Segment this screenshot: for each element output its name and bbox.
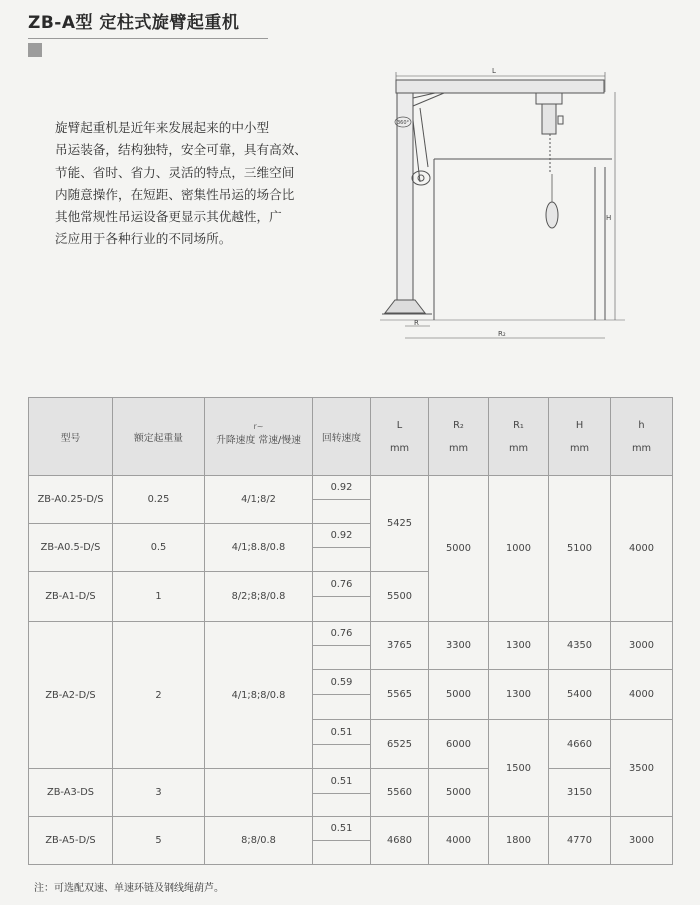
cell-lift-speed: 4/1;8/2 bbox=[205, 476, 313, 524]
cell-lift-speed: 8;8/0.8 bbox=[205, 817, 313, 865]
cell-blank bbox=[313, 597, 371, 622]
cell-model: ZB-A3-DS bbox=[29, 769, 113, 817]
cell-capacity: 3 bbox=[113, 769, 205, 817]
cell-h: 3000 bbox=[611, 817, 673, 865]
cell-blank bbox=[313, 745, 371, 769]
cell-slew-speed: 0.51 bbox=[313, 817, 371, 841]
cell-L: 5565 bbox=[371, 670, 429, 720]
cell-H: 5100 bbox=[549, 476, 611, 622]
cell-lift-speed: 4/1;8;8/0.8 bbox=[205, 622, 313, 769]
dim-label-R: R bbox=[414, 319, 419, 327]
cell-blank bbox=[313, 794, 371, 817]
header-R2-label: R₂ bbox=[453, 419, 464, 431]
cell-h: 3500 bbox=[611, 720, 673, 817]
cell-h: 4000 bbox=[611, 670, 673, 720]
cell-model: ZB-A0.25-D/S bbox=[29, 476, 113, 524]
cell-lift-speed: 8/2;8;8/0.8 bbox=[205, 572, 313, 622]
header-lift-label: 升降速度 常速/慢速 bbox=[216, 434, 301, 446]
cell-H: 5400 bbox=[549, 670, 611, 720]
dim-label-angle: 360° bbox=[397, 120, 410, 126]
cell-slew-speed: 0.76 bbox=[313, 572, 371, 597]
cell-model: ZB-A1-D/S bbox=[29, 572, 113, 622]
header-R2-unit: mm bbox=[448, 442, 469, 454]
cell-R2: 5000 bbox=[429, 769, 489, 817]
cell-capacity: 2 bbox=[113, 622, 205, 769]
cell-H: 4660 bbox=[549, 720, 611, 769]
cell-h: 4000 bbox=[611, 476, 673, 622]
cell-capacity: 5 bbox=[113, 817, 205, 865]
crane-diagram bbox=[380, 62, 625, 352]
cell-L: 5560 bbox=[371, 769, 429, 817]
cell-R1: 1800 bbox=[489, 817, 549, 865]
cell-slew-speed: 0.92 bbox=[313, 476, 371, 500]
product-description bbox=[55, 117, 345, 251]
dim-label-L: L bbox=[492, 67, 496, 75]
cell-capacity: 1 bbox=[113, 572, 205, 622]
header-lift-mark: r~ bbox=[253, 421, 264, 431]
cell-h: 3000 bbox=[611, 622, 673, 670]
cell-blank bbox=[313, 548, 371, 572]
cell-R1: 1300 bbox=[489, 670, 549, 720]
cell-model: ZB-A2-D/S bbox=[29, 622, 113, 769]
cell-R2: 6000 bbox=[429, 720, 489, 769]
header-R1 bbox=[489, 398, 549, 476]
cell-blank bbox=[313, 695, 371, 720]
cell-R1: 1300 bbox=[489, 622, 549, 670]
dim-label-R2: R₂ bbox=[498, 330, 506, 338]
cell-R2: 5000 bbox=[429, 476, 489, 622]
title-divider bbox=[28, 38, 268, 39]
header-H bbox=[549, 398, 611, 476]
cell-R2: 4000 bbox=[429, 817, 489, 865]
cell-slew-speed: 0.51 bbox=[313, 769, 371, 794]
title-accent-square bbox=[28, 43, 42, 57]
header-R1-label: R₁ bbox=[513, 419, 524, 431]
cell-R1: 1500 bbox=[489, 720, 549, 817]
cell-lift-speed: 4/1;8.8/0.8 bbox=[205, 524, 313, 572]
cell-capacity: 0.25 bbox=[113, 476, 205, 524]
cell-H: 3150 bbox=[549, 769, 611, 817]
description-line: 节能、省时、省力、灵活的特点，三维空间 bbox=[55, 164, 295, 180]
cell-H: 4350 bbox=[549, 622, 611, 670]
cell-L: 3765 bbox=[371, 622, 429, 670]
header-L bbox=[371, 398, 429, 476]
header-h-label: h bbox=[638, 419, 645, 431]
cell-model: ZB-A0.5-D/S bbox=[29, 524, 113, 572]
cell-capacity: 0.5 bbox=[113, 524, 205, 572]
header-L-unit: mm bbox=[389, 442, 410, 454]
description-line: 其他常规性吊运设备更显示其优越性，广 bbox=[55, 209, 282, 225]
header-slew-speed: 回转速度 bbox=[313, 398, 371, 476]
header-R2 bbox=[429, 398, 489, 476]
cell-slew-speed: 0.92 bbox=[313, 524, 371, 548]
header-H-label: H bbox=[575, 419, 584, 431]
cell-H: 4770 bbox=[549, 817, 611, 865]
header-H-unit: mm bbox=[569, 442, 590, 454]
description-line: 泛应用于各种行业的不同场所。 bbox=[55, 231, 232, 247]
footnote: 注：可选配双速、单速环链及钢线绳葫芦。 bbox=[34, 883, 224, 894]
cell-blank bbox=[313, 841, 371, 865]
cell-slew-speed: 0.59 bbox=[313, 670, 371, 695]
header-lift-speed bbox=[205, 398, 313, 476]
cell-R2: 5000 bbox=[429, 670, 489, 720]
header-L-label: L bbox=[396, 419, 403, 431]
cell-L: 5500 bbox=[371, 572, 429, 622]
cell-slew-speed: 0.51 bbox=[313, 720, 371, 745]
description-line: 内随意操作，在短距、密集性吊运的场合比 bbox=[55, 186, 295, 202]
dim-label-H: H bbox=[606, 214, 612, 222]
cell-lift-speed bbox=[205, 769, 313, 817]
spec-table bbox=[28, 397, 673, 865]
cell-blank bbox=[313, 646, 371, 670]
header-h-unit: mm bbox=[631, 442, 652, 454]
header-R1-unit: mm bbox=[508, 442, 529, 454]
header-capacity: 额定起重量 bbox=[113, 398, 205, 476]
description-line: 旋臂起重机是近年来发展起来的中小型 bbox=[55, 120, 270, 135]
cell-L: 6525 bbox=[371, 720, 429, 769]
cell-blank bbox=[313, 500, 371, 524]
cell-R2: 3300 bbox=[429, 622, 489, 670]
cell-model: ZB-A5-D/S bbox=[29, 817, 113, 865]
cell-slew-speed: 0.76 bbox=[313, 622, 371, 646]
cell-L: 4680 bbox=[371, 817, 429, 865]
page-title: ZB-A型 定柱式旋臂起重机 bbox=[28, 13, 240, 33]
header-h bbox=[611, 398, 673, 476]
header-model: 型号 bbox=[29, 398, 113, 476]
cell-R1: 1000 bbox=[489, 476, 549, 622]
cell-L: 5425 bbox=[371, 476, 429, 572]
description-line: 吊运装备，结构独特，安全可靠，具有高效、 bbox=[55, 142, 307, 158]
